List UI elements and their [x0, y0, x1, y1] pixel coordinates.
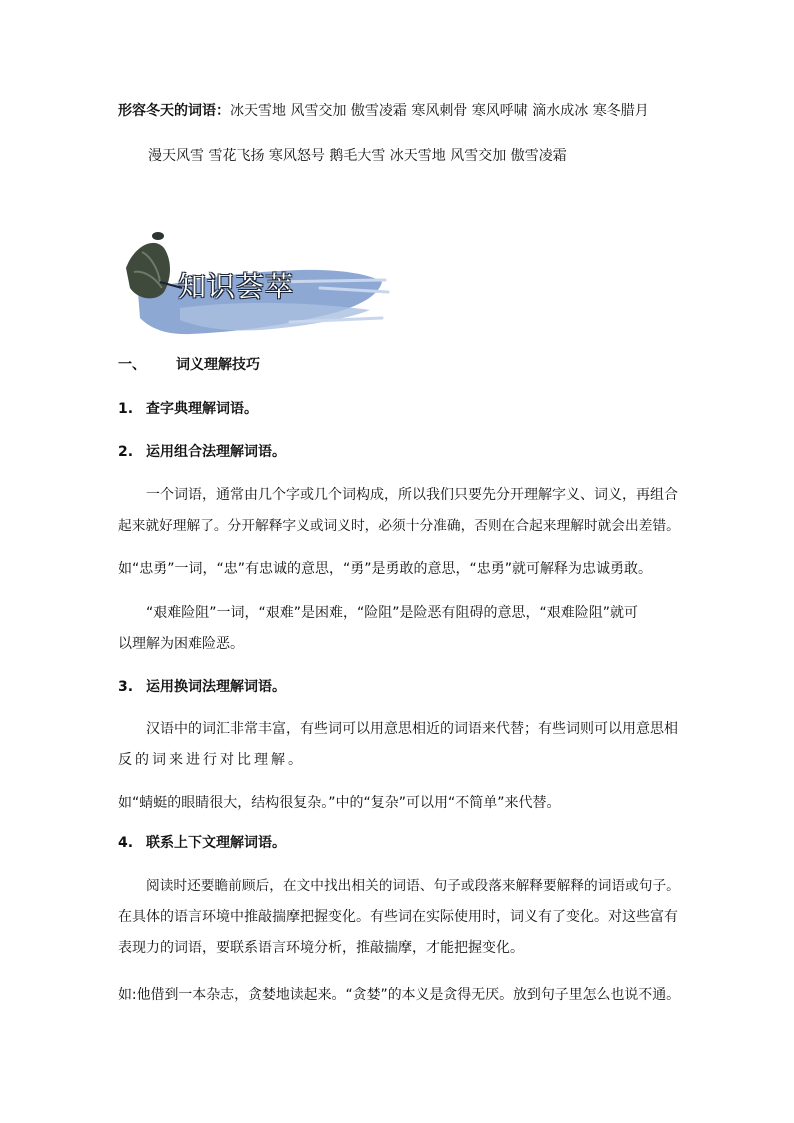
para4-line-2: 在具体的语言环境中推敲揣摩把握变化。有些词在实际使用时，词义有了变化。对这些富有	[118, 909, 678, 925]
section-number: 一、	[118, 357, 146, 373]
para2-line-3: 如“忠勇”一词，“忠”有忠诚的意思，“勇”是勇敢的意思，“忠勇”就可解释为忠诚勇敢。	[118, 561, 653, 577]
para2-line-4: “艰难险阻”一词，“艰难”是困难，“险阻”是险恶有阻碍的意思，“艰难险阻”就可	[146, 605, 639, 621]
section-title: 词义理解技巧	[176, 357, 260, 373]
para4-line-3: 表现力的词语，要联系语言环境分析，推敲揣摩，才能把握变化。	[118, 940, 524, 956]
winter-words-line-1	[118, 101, 649, 121]
item-1-number: 1.	[118, 401, 134, 417]
item-3-title: 运用换词法理解词语。	[146, 679, 286, 695]
para2-line-1: 一个词语，通常由几个字或几个词构成，所以我们只要先分开理解字义、词义，再组合	[146, 487, 678, 503]
para2-line-5: 以理解为困难险恶。	[118, 636, 244, 652]
winter-words-label: 形容冬天的词语：	[118, 103, 230, 119]
para3-line-2: 反的词来进行对比理解。	[118, 752, 305, 768]
para3-line-1: 汉语中的词汇非常丰富，有些词可以用意思相近的词语来代替；有些词则可以用意思相	[146, 721, 678, 737]
para2-line-2: 起来就好理解了。分开解释字义或词义时，必须十分准确，否则在合起来理解时就会出差错。	[118, 518, 680, 534]
banner-title: 知识荟萃	[178, 270, 295, 303]
section-banner	[120, 222, 390, 340]
item-4-title: 联系上下文理解词语。	[146, 835, 286, 851]
para4-line-4: 如:他借到一本杂志，贪婪地读起来。“贪婪”的本义是贪得无厌。放到句子里怎么也说不通。	[118, 987, 681, 1003]
item-4-number: 4.	[118, 835, 134, 851]
item-3-number: 3.	[118, 679, 134, 695]
item-2-title: 运用组合法理解词语。	[146, 444, 286, 460]
winter-words-line-2: 漫天风雪 雪花飞扬 寒风怒号 鹅毛大雪 冰天雪地 风雪交加 傲雪凌霜	[148, 148, 567, 164]
item-2-number: 2.	[118, 444, 134, 460]
item-1-title: 查字典理解词语。	[146, 401, 258, 417]
winter-words-list-1: 冰天雪地 风雪交加 傲雪凌霜 寒风刺骨 寒风呼啸 滴水成冰 寒冬腊月	[230, 103, 649, 119]
para4-line-1: 阅读时还要瞻前顾后，在文中找出相关的词语、句子或段落来解释要解释的词语或句子。	[146, 878, 680, 894]
para3-line-3: 如“蜻蜓的眼睛很大，结构很复杂。”中的“复杂”可以用“不简单”来代替。	[118, 795, 561, 811]
